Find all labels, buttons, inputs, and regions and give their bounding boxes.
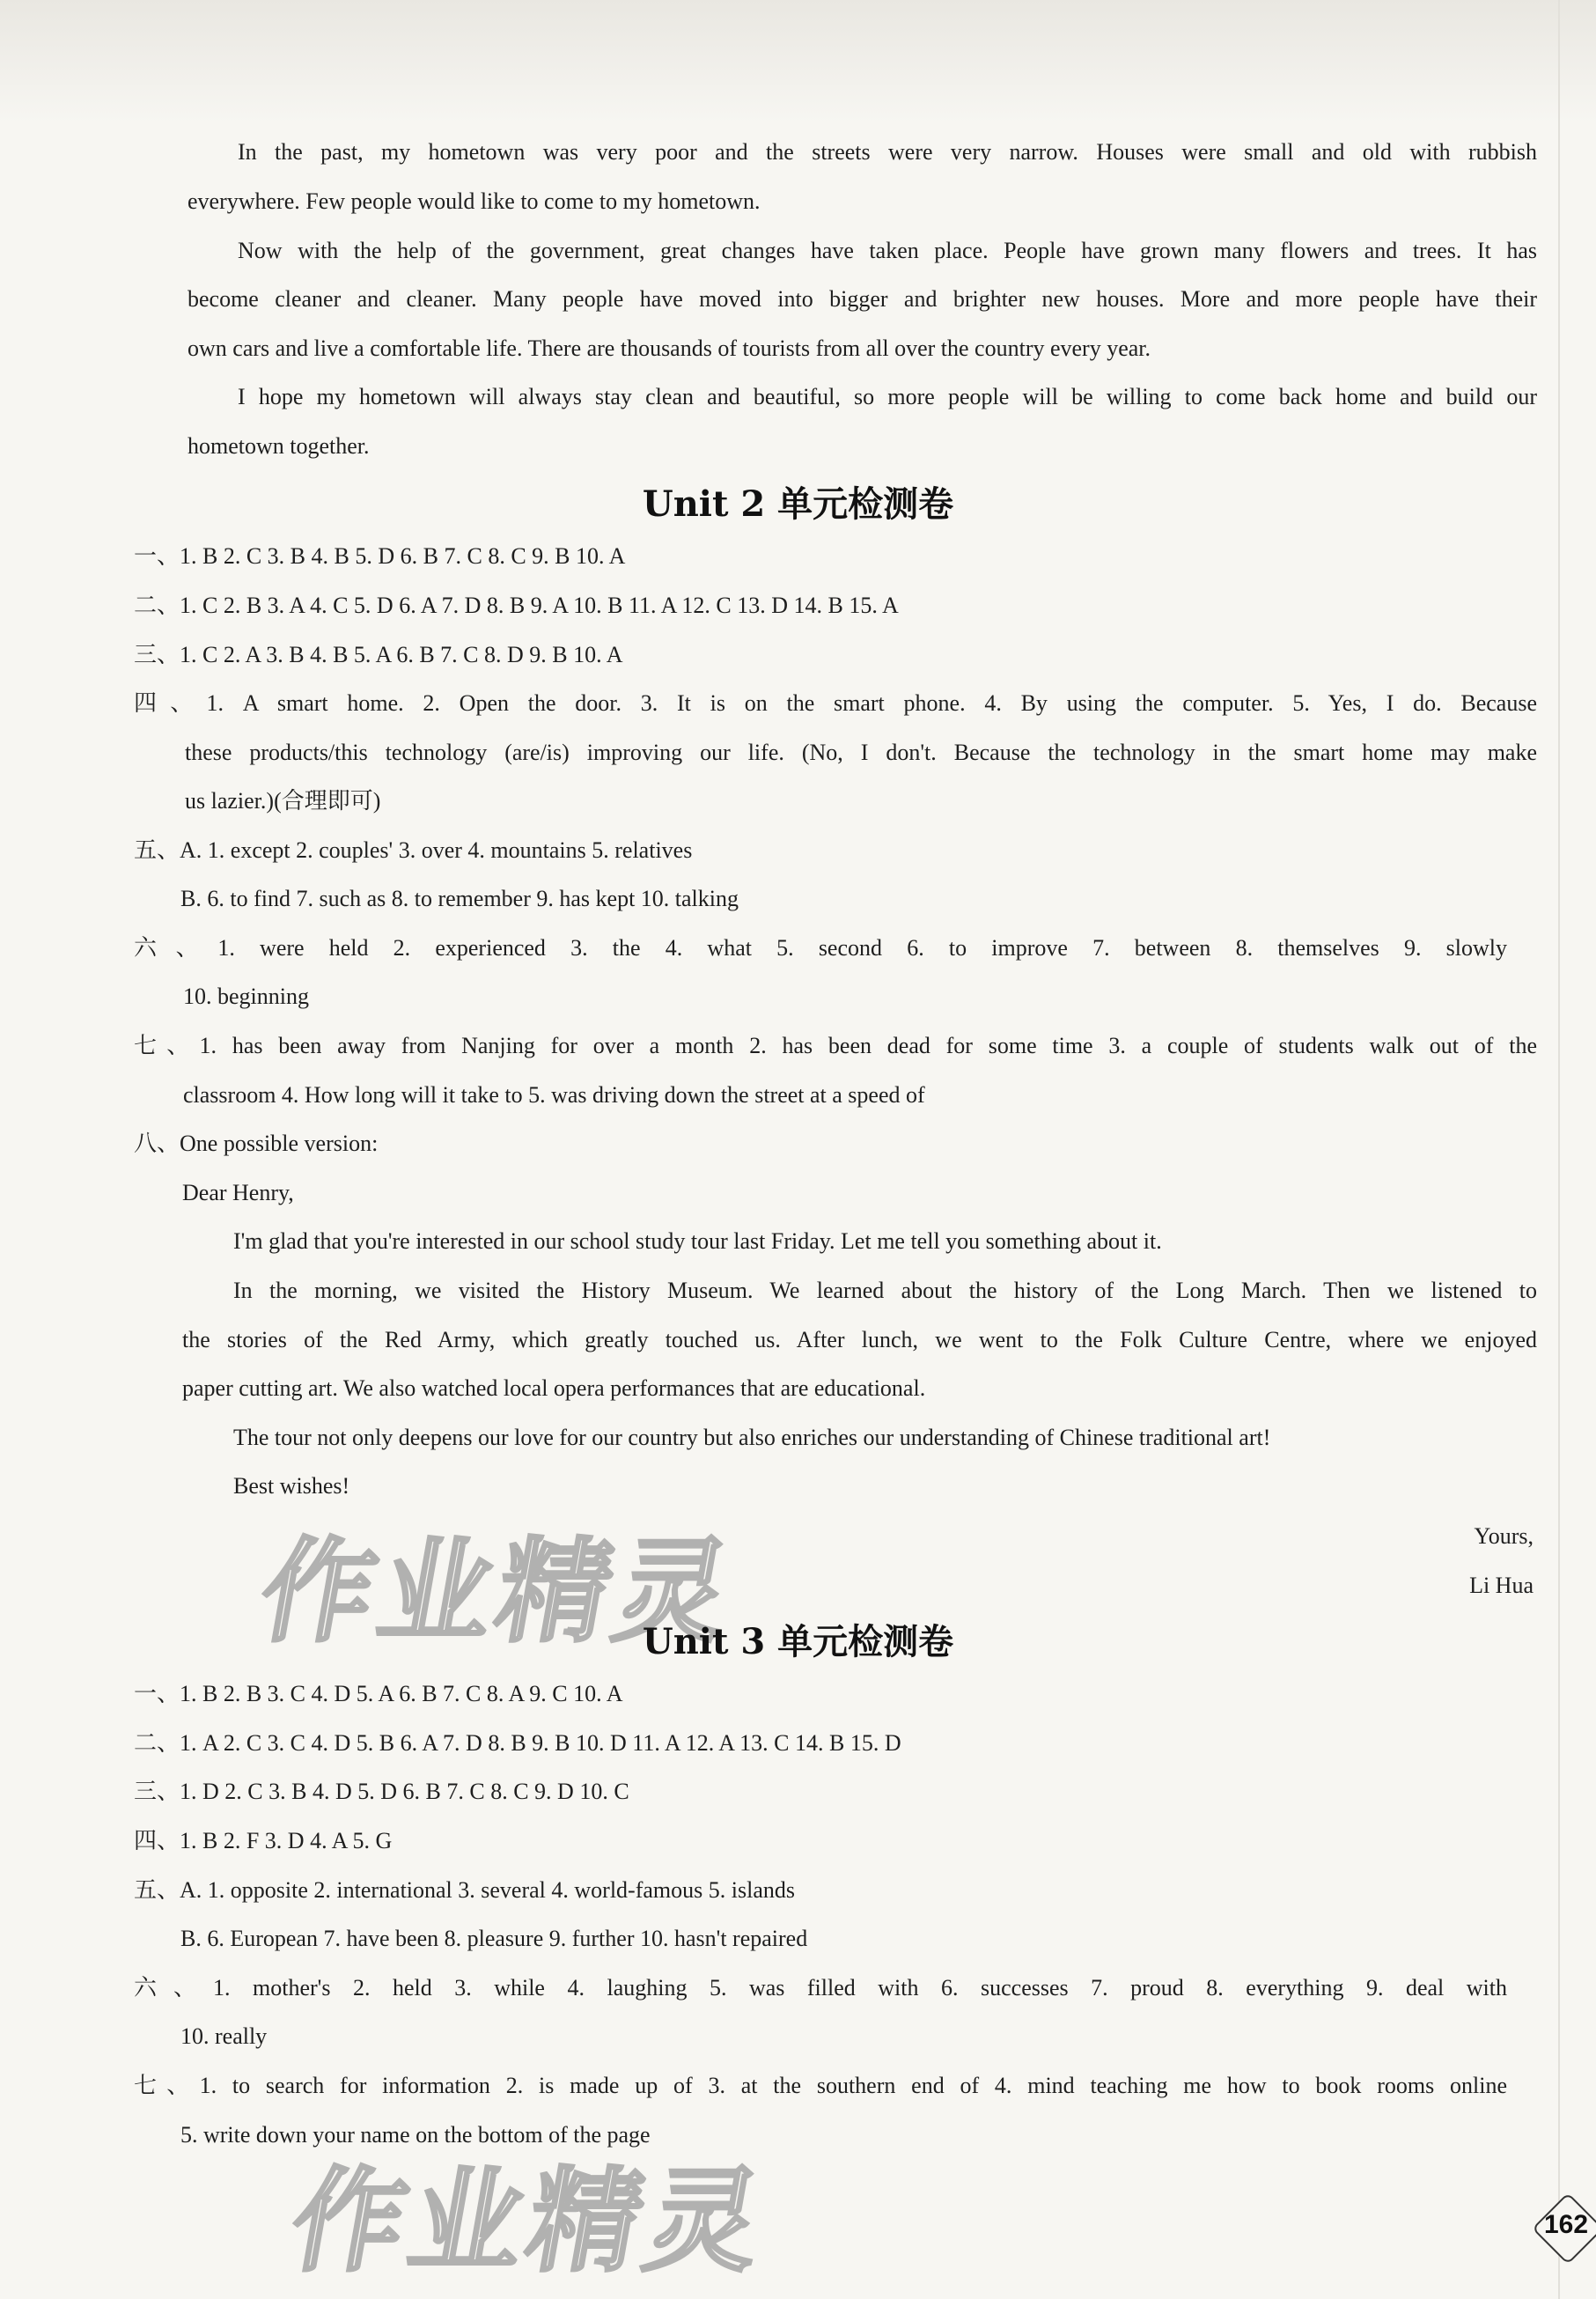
letter-sign-yours: Yours, [1474,1523,1533,1549]
letter-p2-line1: In the morning, we visited the History Museum. We learned about the history of the Long March. Then we listened to [233,1278,1537,1303]
essay1-p2-line1: Now with the help of the government, great changes have taken place. People have grown many flowers and trees. It has [238,238,1537,263]
unit2-section4-line2: these products/this technology (are/is) improving our life. (No, I don't. Because the technology in the smart home may make [185,740,1537,765]
essay1-p1-line2: everywhere. Few people would like to come to my hometown. [188,188,761,214]
unit3-section6-line1: 六、1. mother's 2. held 3. while 4. laughing 5. was filled with 6. successes 7. proud 8. everything 9. deal with [134,1975,1507,2001]
letter-p1: I'm glad that you're interested in our school study tour last Friday. Let me tell you something about it. [233,1228,1162,1254]
essay1-p2-line3: own cars and live a comfortable life. There are thousands of tourists from all over the country every year. [188,335,1151,361]
watermark-bottom: 作业精灵 [281,2156,777,2288]
unit3-section3: 三、1. D 2. C 3. B 4. D 5. D 6. B 7. C 8. C 9. D 10. C [134,1779,629,1804]
page-number: 162 [1543,2210,1589,2239]
letter-greeting: Dear Henry, [182,1180,294,1205]
unit2-section3: 三、1. C 2. A 3. B 4. B 5. A 6. B 7. C 8. D 9. B 10. A [134,642,623,667]
unit2-section4-line3: us lazier.)(合理即可) [185,788,381,814]
essay1-p3-line2: hometown together. [188,433,370,459]
letter-sign-name: Li Hua [1469,1573,1533,1598]
unit3-section1: 一、1. B 2. B 3. C 4. D 5. A 6. B 7. C 8. A 9. C 10. A [134,1681,623,1706]
unit3-section5-line2: B. 6. European 7. have been 8. pleasure 9. further 10. hasn't repaired [180,1926,808,1951]
letter-closing: Best wishes! [233,1473,350,1499]
unit2-section5-line2: B. 6. to find 7. such as 8. to remember 9. has kept 10. talking [180,886,739,911]
page-edge [1558,0,1560,2299]
unit2-section2: 二、1. C 2. B 3. A 4. C 5. D 6. A 7. D 8. B 9. A 10. B 11. A 12. C 13. D 14. B 15. A [134,593,899,618]
unit2-section1: 一、1. B 2. C 3. B 4. B 5. D 6. B 7. C 8. C 9. B 10. A [134,543,626,569]
unit2-section8-heading: 八、One possible version: [134,1131,379,1156]
unit3-section5-line1: 五、A. 1. opposite 2. international 3. several 4. world-famous 5. islands [134,1877,795,1903]
unit3-section2: 二、1. A 2. C 3. C 4. D 5. B 6. A 7. D 8. B 9. B 10. D 11. A 12. A 13. C 14. B 15. D [134,1730,901,1756]
unit2-section6-line2: 10. beginning [183,984,309,1009]
watermark-top: 作业精灵 [250,1527,747,1658]
unit2-section5-line1: 五、A. 1. except 2. couples' 3. over 4. mountains 5. relatives [134,837,693,863]
unit2-section6-line1: 六、1. were held 2. experienced 3. the 4. what 5. second 6. to improve 7. between 8. themselves 9. slowly [134,935,1507,961]
letter-p3: The tour not only deepens our love for our country but also enriches our understanding of Chinese traditional art! [233,1425,1271,1450]
unit2-title: Unit 2 单元检测卷 [642,483,954,525]
essay1-p1-line1: In the past, my hometown was very poor and the streets were very narrow. Houses were small and old with rubbish [238,139,1537,165]
unit3-section6-line2: 10. really [180,2023,268,2049]
unit3-section4: 四、1. B 2. F 3. D 4. A 5. G [134,1828,393,1853]
unit2-section7-line2: classroom 4. How long will it take to 5. was driving down the street at a speed of [183,1082,925,1108]
unit3-title: Unit 3 单元检测卷 [642,1621,954,1662]
page-top-shade [0,0,1596,123]
unit3-section7-line1: 七、1. to search for information 2. is made up of 3. at the southern end of 4. mind teaching me how to book rooms online [134,2073,1507,2098]
essay1-p3-line1: I hope my hometown will always stay clean and beautiful, so more people will be willing to come back home and build our [238,384,1537,409]
unit3-section7-line2: 5. write down your name on the bottom of the page [180,2122,651,2148]
unit2-section7-line1: 七、1. has been away from Nanjing for over a month 2. has been dead for some time 3. a couple of students walk out of the [134,1033,1537,1058]
letter-p2-line2: the stories of the Red Army, which greatly touched us. After lunch, we went to the Folk Culture Centre, where we enjoyed [182,1327,1537,1352]
unit2-section4-line1: 四、1. A smart home. 2. Open the door. 3. It is on the smart phone. 4. By using the computer. 5. Yes, I do. Because [134,690,1537,716]
letter-p2-line3: paper cutting art. We also watched local opera performances that are educational. [182,1375,926,1401]
essay1-p2-line2: become cleaner and cleaner. Many people have moved into bigger and brighter new houses. More and more people have their [188,286,1537,312]
